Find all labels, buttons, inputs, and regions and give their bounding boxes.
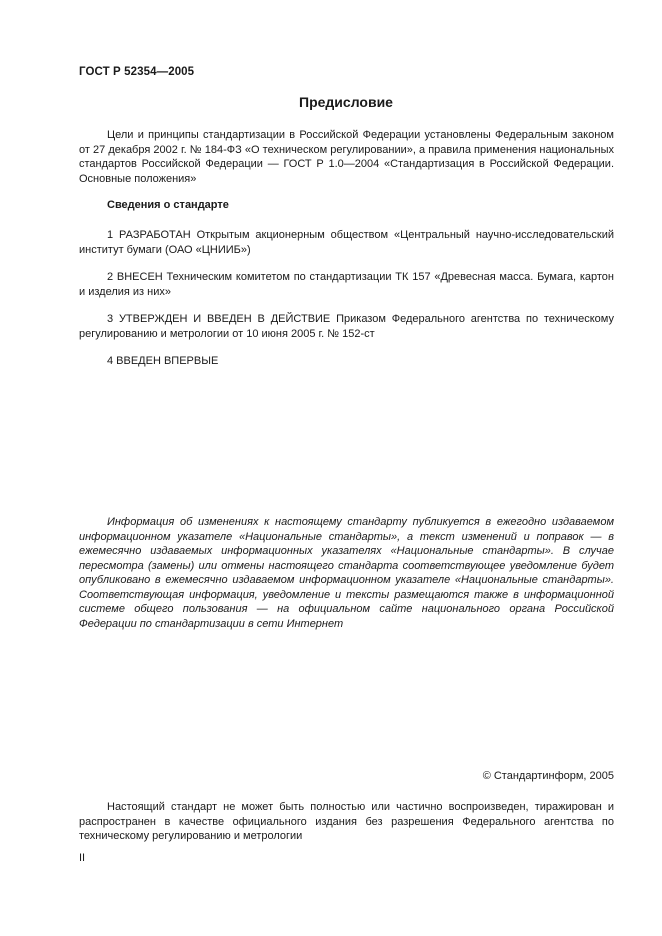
page-number: II [79,852,86,864]
reproduction-note: Настоящий стандарт не может быть полностью или частично воспроизведен, тиражирован и распространен в качестве официального издания без разрешения Федерального агентства по техническому регулированию и метрологии [79,801,614,842]
list-item-introduced: 2 ВНЕСЕН Техническим комитетом по стандартизации ТК 157 «Древесная масса. Бумага, картон и изделия из них» [79,271,614,298]
list-item-approved: 3 УТВЕРЖДЕН И ВВЕДЕН В ДЕЙСТВИЕ Приказом Федерального агентства по техническому регулированию и метрологии от 10 июня 2005 г. № 152-ст [79,313,614,340]
copyright: © Стандартинформ, 2005 [482,770,614,782]
info-note: Информация об изменениях к настоящему стандарту публикуется в ежегодно издаваемом информационном указателе «Национальные стандарты», а текст изменений и поправок — в ежемесячно издаваемых информационных указателях «Национальные стандарты». В случае пересмотра (замены) или отмены настоящего стандарта соответствующее уведомление будет опубликовано в ежемесячно издаваемом информационном указателе «Национальные стандарты». Соответствующая информация, уведомление и тексты размещаются также в информационной системе общего пользования — на официальном сайте национального органа Российской Федерации по стандартизации в сети Интернет [79,516,614,630]
list-item-developed: 1 РАЗРАБОТАН Открытым акционерным обществом «Центральный научно-исследовательский институт бумаги (ОАО «ЦНИИБ») [79,229,614,256]
intro-paragraph: Цели и принципы стандартизации в Российской Федерации установлены Федеральным законом от 27 декабря 2002 г. № 184-ФЗ «О техническом регулировании», а правила применения национальных стандартов Российской Федерации — ГОСТ Р 1.0—2004 «Стандартизация в Российской Федерации. Основные положения» [79,129,614,185]
page-title: Предисловие [299,94,393,110]
document-id: ГОСТ Р 52354—2005 [79,66,195,78]
section-subheading: Сведения о стандарте [107,199,229,211]
list-item-first-introduced: 4 ВВЕДЕН ВПЕРВЫЕ [107,355,219,367]
